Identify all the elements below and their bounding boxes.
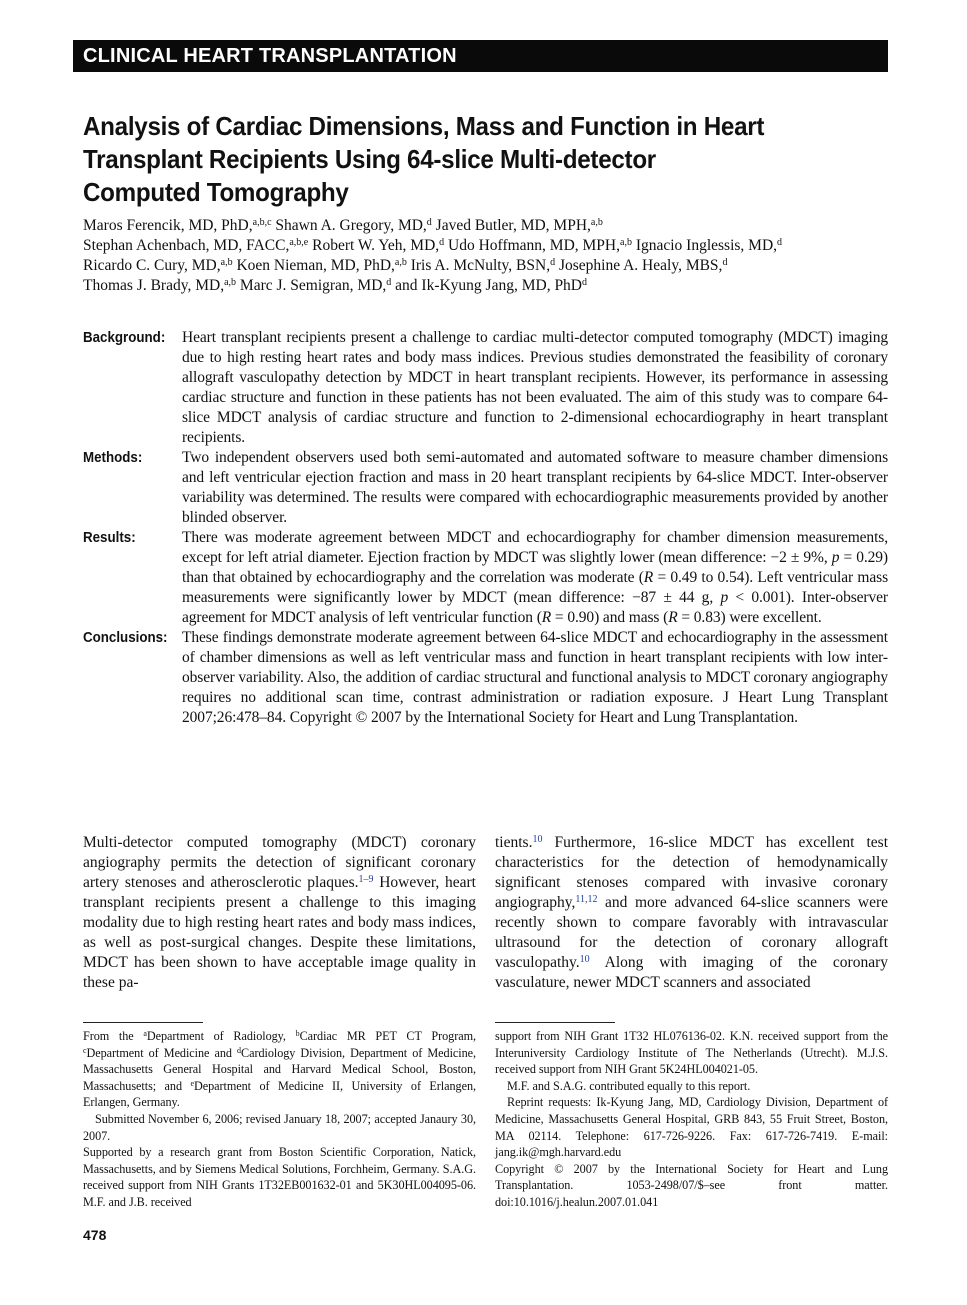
- abstract-background: [83, 328, 888, 448]
- title-line: Transplant Recipients Using 64-slice Multi-detector: [83, 144, 656, 174]
- abstract-text: Two independent observers used both semi-automated and automated software to measure chamber dimensions and left ventricular ejection fraction and mass in 20 heart transplant recipients by 64-slice MDCT. Inter-observer variability was determined. The results were compared with echocardiographic measurements provided by another blinded observer.: [182, 449, 888, 526]
- equal-contribution: M.F. and S.A.G. contributed equally to this report.: [507, 1078, 751, 1093]
- author-affiliation: d: [550, 257, 556, 268]
- abstract-label: Methods:: [83, 450, 143, 466]
- author-name: Javed Butler, MD, MPH,: [435, 217, 591, 234]
- author-affiliation: d: [722, 257, 728, 268]
- author-affiliation: d: [582, 277, 588, 288]
- r-symbol: R: [541, 609, 552, 626]
- body-paragraph: tients.$^{10}$ Furthermore, 16-slice MDCT has excellent test characteristics for the detection of hemodynamically significant stenoses compared with invasive coronary angiography,$^{11,12}$ and more advanced 64-slice scanners were recently shown to compare favorably with intravascular ultrasound for the detection of coronary allograft vasculopathy.$^{10}$ Along with imaging of the coronary vasculature, newer MDCT scanners and associated: [495, 834, 888, 991]
- abstract-label: Background:: [83, 330, 166, 346]
- abstract-results: [83, 528, 888, 628]
- author-name: Iris A. McNulty, BSN,: [410, 257, 551, 274]
- article-title: [83, 110, 808, 209]
- footnote-rule-right: [495, 1022, 615, 1023]
- author-line: [83, 216, 903, 236]
- author-affiliation: a,b: [590, 217, 603, 228]
- body-paragraph: Multi-detector computed tomography (MDCT) coronary angiography permits the detection of significant coronary artery stenoses and atherosclerotic plaques.$^{1-9}$ However, heart transplant recipients present a challenge to this imaging modality due to high resting heart rates and body mass indices, as well as post-surgical changes. Despite these limitations, MDCT has been shown to have acceptable image quality in these pa-: [83, 834, 476, 991]
- author-affiliation: a,b: [620, 237, 632, 248]
- page-number: 478: [83, 1227, 107, 1243]
- author-name: Josephine A. Healy, MBS,: [558, 257, 723, 274]
- submission-dates: Submitted November 6, 2006; revised January 18, 2007; accepted Janaury 30, 2007.: [83, 1111, 476, 1143]
- author-name: Thomas J. Brady, MD,: [83, 277, 225, 294]
- abstract-text: These findings demonstrate moderate agreement between 64-slice MDCT and echocardiography in the assessment of chamber dimensions as well as left ventricular mass and function in heart transplant recipients with low inter-observer variability. Also, the addition of cardiac structural and functional analysis to MDCT coronary angiography requires no additional scan time, contrast administration or radiation exposure. J Heart Lung Transplant 2007;26:478–84. Copyright © 2007 by the International Society for Heart and Lung Transplantation.: [182, 629, 888, 726]
- citation-link[interactable]: 11,12: [575, 894, 598, 905]
- author-affiliation: d: [439, 237, 445, 248]
- author-affiliation: a,b: [220, 257, 233, 268]
- r-symbol: R: [668, 609, 678, 626]
- p-symbol: p: [720, 589, 729, 606]
- abstract-methods: [83, 448, 888, 528]
- abstract-label: Results:: [83, 530, 136, 546]
- author-list: [83, 216, 903, 296]
- affiliations: From the $^a$Department of Radiology, $^b$Cardiac MR PET CT Program, $^c$Department of Medicine and $^d$Cardiology Division, Department of Medicine, Massachusetts General Hospital and Harvard Medical School, Boston, Massachusetts; and $^e$Department of Medicine II, University of Erlangen, Erlangen, Germany.: [83, 1029, 477, 1110]
- author-name: Ignacio Inglessis, MD,: [635, 237, 778, 254]
- abstract-label: Conclusions:: [83, 630, 168, 646]
- author-name: Stephan Achenbach, MD, FACC,: [83, 237, 290, 254]
- title-line: Analysis of Cardiac Dimensions, Mass and Function in Heart: [83, 111, 765, 141]
- funding-continued: support from NIH Grant 1T32 HL076136-02. K.N. received support from the Interuniversity Cardiology Institute of The Netherlands (Utrecht). M.J.S. received support from NIH Grant 5K24HL004021-05.: [495, 1029, 888, 1077]
- citation-link[interactable]: 1–9: [358, 874, 374, 885]
- author-line: [83, 236, 903, 256]
- author-affiliation: a,b,e: [289, 237, 309, 248]
- author-affiliation: d: [386, 277, 392, 288]
- section-banner: CLINICAL HEART TRANSPLANTATION: [73, 40, 888, 72]
- r-symbol: R: [643, 569, 654, 586]
- author-affiliation: d: [777, 237, 783, 248]
- reprint-requests: Reprint requests: Ik-Kyung Jang, MD, Cardiology Division, Department of Medicine, Massachusetts General Hospital, GRB 843, 55 Fruit Street, Boston, MA 02114. Telephone: 617-726-9226. Fax: 617-726-7419. E-mail: jang.ik@mgh.harvard.edu: [495, 1095, 888, 1160]
- author-name: and Ik-Kyung Jang, MD, PhD: [395, 277, 583, 294]
- body-column-left: [83, 833, 476, 993]
- abstract-conclusions: [83, 628, 888, 728]
- title-line: Computed Tomography: [83, 177, 349, 207]
- body-column-right: [495, 833, 888, 993]
- author-name: Ricardo C. Cury, MD,: [83, 257, 221, 274]
- author-affiliation: a,b: [394, 257, 407, 268]
- p-symbol: p: [831, 549, 840, 566]
- footnotes-left: [83, 1028, 476, 1211]
- citation-link[interactable]: 10: [579, 954, 590, 965]
- citation-link[interactable]: 10: [532, 834, 543, 845]
- author-name: Koen Nieman, MD, PhD,: [236, 257, 395, 274]
- abstract-text: Heart transplant recipients present a challenge to cardiac multi-detector computed tomography (MDCT) imaging due to high resting heart rates and body mass indices. Previous studies demonstrated the feasibility of coronary allograft vasculopathy detection by MDCT in heart transplant recipients. However, its performance in assessing cardiac structure and function in these patients has not been evaluated. The aim of this study was to compare 64-slice MDCT analysis of cardiac structure and function to 2-dimensional echocardiography in heart transplant recipients.: [182, 329, 888, 446]
- funding: Supported by a research grant from Boston Scientific Corporation, Natick, Massachusetts, and by Siemens Medical Solutions, Forchheim, Germany. S.A.G. received support from NIH Grants 1T32EB001632-01 and 5K30HL004095-06. M.F. and J.B. received: [83, 1145, 476, 1209]
- author-affiliation: a,b: [224, 277, 237, 288]
- author-name: Shawn A. Gregory, MD,: [275, 217, 427, 234]
- footnote-rule-left: [83, 1022, 203, 1023]
- abstract-text: There was moderate agreement between MDCT and echocardiography for chamber dimension measurements, except for left atrial diameter. Ejection fraction by MDCT was slightly lower (mean difference: −2 ± 9%, p = 0.29) than that obtained by echocardiography and the correlation was moderate (R = 0.49 to 0.54). Left ventricular mass measurements were significantly lower by MDCT (mean difference: −87 ± 44 g, p < 0.001). Inter-observer agreement for MDCT analysis of left ventricular function (R = 0.90) and mass (R = 0.83) were excellent.: [182, 529, 888, 626]
- author-name: Udo Hoffmann, MD, MPH,: [448, 237, 620, 254]
- copyright-notice: Copyright © 2007 by the International Society for Heart and Lung Transplantation. 1053-2498/07/$–see front matter. doi:10.1016/j.healun.2007.01.041: [495, 1161, 888, 1209]
- author-affiliation: d: [426, 217, 432, 228]
- author-line: [83, 256, 903, 276]
- author-name: Robert W. Yeh, MD,: [312, 237, 440, 254]
- author-name: Marc J. Semigran, MD,: [239, 277, 387, 294]
- author-line: [83, 276, 903, 296]
- footnotes-right: [495, 1028, 888, 1211]
- author-name: Maros Ferencik, MD, PhD,: [83, 217, 253, 234]
- abstract: [83, 328, 888, 728]
- author-affiliation: a,b,c: [252, 217, 272, 228]
